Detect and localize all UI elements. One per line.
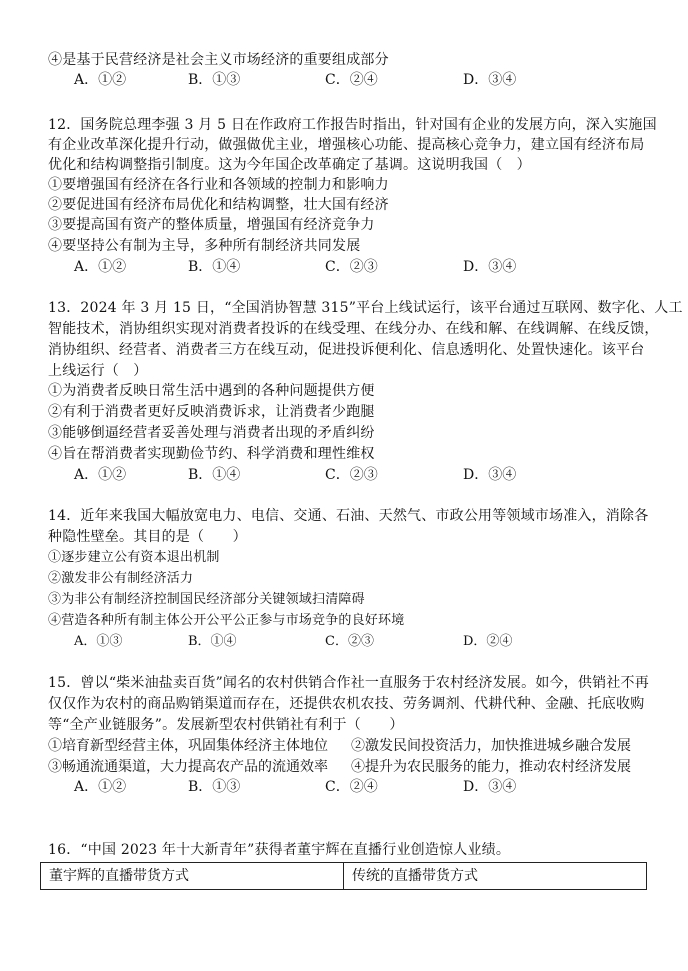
- q11-item-4: ④是基于民营经济是社会主义市场经济的重要组成部分: [48, 52, 389, 68]
- q12-item-2: ②要促进国有经济布局优化和结构调整，壮大国有经济: [48, 197, 389, 213]
- q14-option-b: B．①④: [188, 634, 237, 649]
- q15-option-b: B．①③: [188, 779, 241, 795]
- q15-item-2: ②激发民间投资活力，加快推进城乡融合发展: [351, 738, 631, 754]
- q13-stem-line-2: 智能技术，消协组织实现对消费者投诉的在线受理、在线分办、在线和解、在线调解、在线反馈，: [48, 321, 659, 337]
- q14-item-2: ②激发非公有制经济活力: [48, 571, 194, 586]
- q15-stem-line-1: 15．曾以“柴米油盐卖百货”闻名的农村供销合作社一直服务于农村经济发展。如今，供销社不再: [48, 675, 649, 691]
- q12-option-c: C．②③: [325, 259, 378, 275]
- q13-option-d: D．③④: [463, 467, 517, 483]
- q13-stem-line-1: 13．2024 年 3 月 15 日，“全国消协智慧 315”平台上线试运行，该平台通过互联网、数字化、人工: [48, 300, 683, 316]
- comparison-table: [40, 862, 647, 890]
- table-header-cell: 传统的直播带货方式: [344, 863, 647, 890]
- q12-item-3: ③要提高国有资产的整体质量，增强国有经济竞争力: [48, 217, 375, 233]
- q11-option-d: D．③④: [463, 72, 517, 88]
- q12-stem-line-1: 12．国务院总理李强 3 月 5 日在作政府工作报告时指出，针对国有企业的发展方向，深入实施国: [48, 117, 657, 133]
- q15-item-3: ③畅通流通渠道，大力提高农产品的流通效率: [48, 759, 328, 775]
- q15-option-a: A．①②: [74, 779, 127, 795]
- q12-stem-line-3: 优化和结构调整指引制度。这为今年国企改革确定了基调。这说明我国（ ）: [48, 157, 531, 173]
- q15-stem-line-2: 仅仅作为农村的商品购销渠道而存在，还提供农机农技、劳务调剂、代耕代种、金融、托底收购: [48, 696, 645, 712]
- q14-option-c: C．②③: [325, 634, 374, 649]
- q14-item-1: ①逐步建立公有资本退出机制: [48, 550, 220, 565]
- q14-option-a: A．①③: [74, 634, 123, 649]
- table-row: [41, 863, 647, 890]
- q14-item-4: ④营造各种所有制主体公开公平公正参与市场竞争的良好环境: [48, 613, 405, 628]
- q14-stem-line-1: 14．近年来我国大幅放宽电力、电信、交通、石油、天然气、市政公用等领域市场准入，消除各: [48, 508, 649, 524]
- q13-stem-line-3: 消协组织、经营者、消费者三方在线互动，促进投诉便利化、信息透明化、处置快速化。该平台: [48, 342, 645, 358]
- q12-item-1: ①要增强国有经济在各行业和各领域的控制力和影响力: [48, 177, 389, 193]
- q12-option-b: B．①④: [188, 259, 241, 275]
- q15-item-4: ④提升为农民服务的能力，推动农村经济发展: [351, 759, 631, 775]
- q16-stem: 16．“中国 2023 年十大新青年”获得者董宇辉在直播行业创造惊人业绩。: [48, 842, 511, 858]
- q13-item-1: ①为消费者反映日常生活中遇到的各种问题提供方便: [48, 383, 375, 399]
- q15-option-c: C．②④: [325, 779, 378, 795]
- q12-stem-line-2: 有企业改革深化提升行动，做强做优主业，增强核心功能、提高核心竞争力，建立国有经济布局: [48, 137, 645, 153]
- q13-item-4: ④旨在帮消费者实现勤俭节约、科学消费和理性维权: [48, 446, 375, 462]
- q11-option-c: C．②④: [325, 72, 378, 88]
- q14-item-3: ③为非公有制经济控制国民经济部分关键领域扫清障碍: [48, 592, 365, 607]
- q15-item-1: ①培育新型经营主体，巩固集体经济主体地位: [48, 738, 328, 754]
- q15-stem-line-3: 等“全产业链服务”。发展新型农村供销社有利于（ ）: [48, 717, 404, 733]
- q13-item-2: ②有利于消费者更好反映消费诉求，让消费者少跑腿: [48, 404, 375, 420]
- q13-option-c: C．②③: [325, 467, 378, 483]
- q12-option-d: D．③④: [463, 259, 517, 275]
- q13-stem-line-4: 上线运行（ ）: [48, 363, 148, 379]
- q14-stem-line-2: 种隐性壁垒。其目的是（ ）: [48, 529, 247, 545]
- q14-option-d: D．②④: [463, 634, 513, 649]
- q11-option-a: A．①②: [74, 72, 127, 88]
- q11-option-b: B．①③: [188, 72, 241, 88]
- q13-item-3: ③能够倒逼经营者妥善处理与消费者出现的矛盾纠纷: [48, 425, 375, 441]
- table-header-cell: 董宇辉的直播带货方式: [41, 863, 344, 890]
- q13-option-b: B．①④: [188, 467, 241, 483]
- q13-option-a: A．①②: [74, 467, 127, 483]
- q12-item-4: ④要坚持公有制为主导，多种所有制经济共同发展: [48, 238, 361, 254]
- q15-option-d: D．③④: [463, 779, 517, 795]
- q12-option-a: A．①②: [74, 259, 127, 275]
